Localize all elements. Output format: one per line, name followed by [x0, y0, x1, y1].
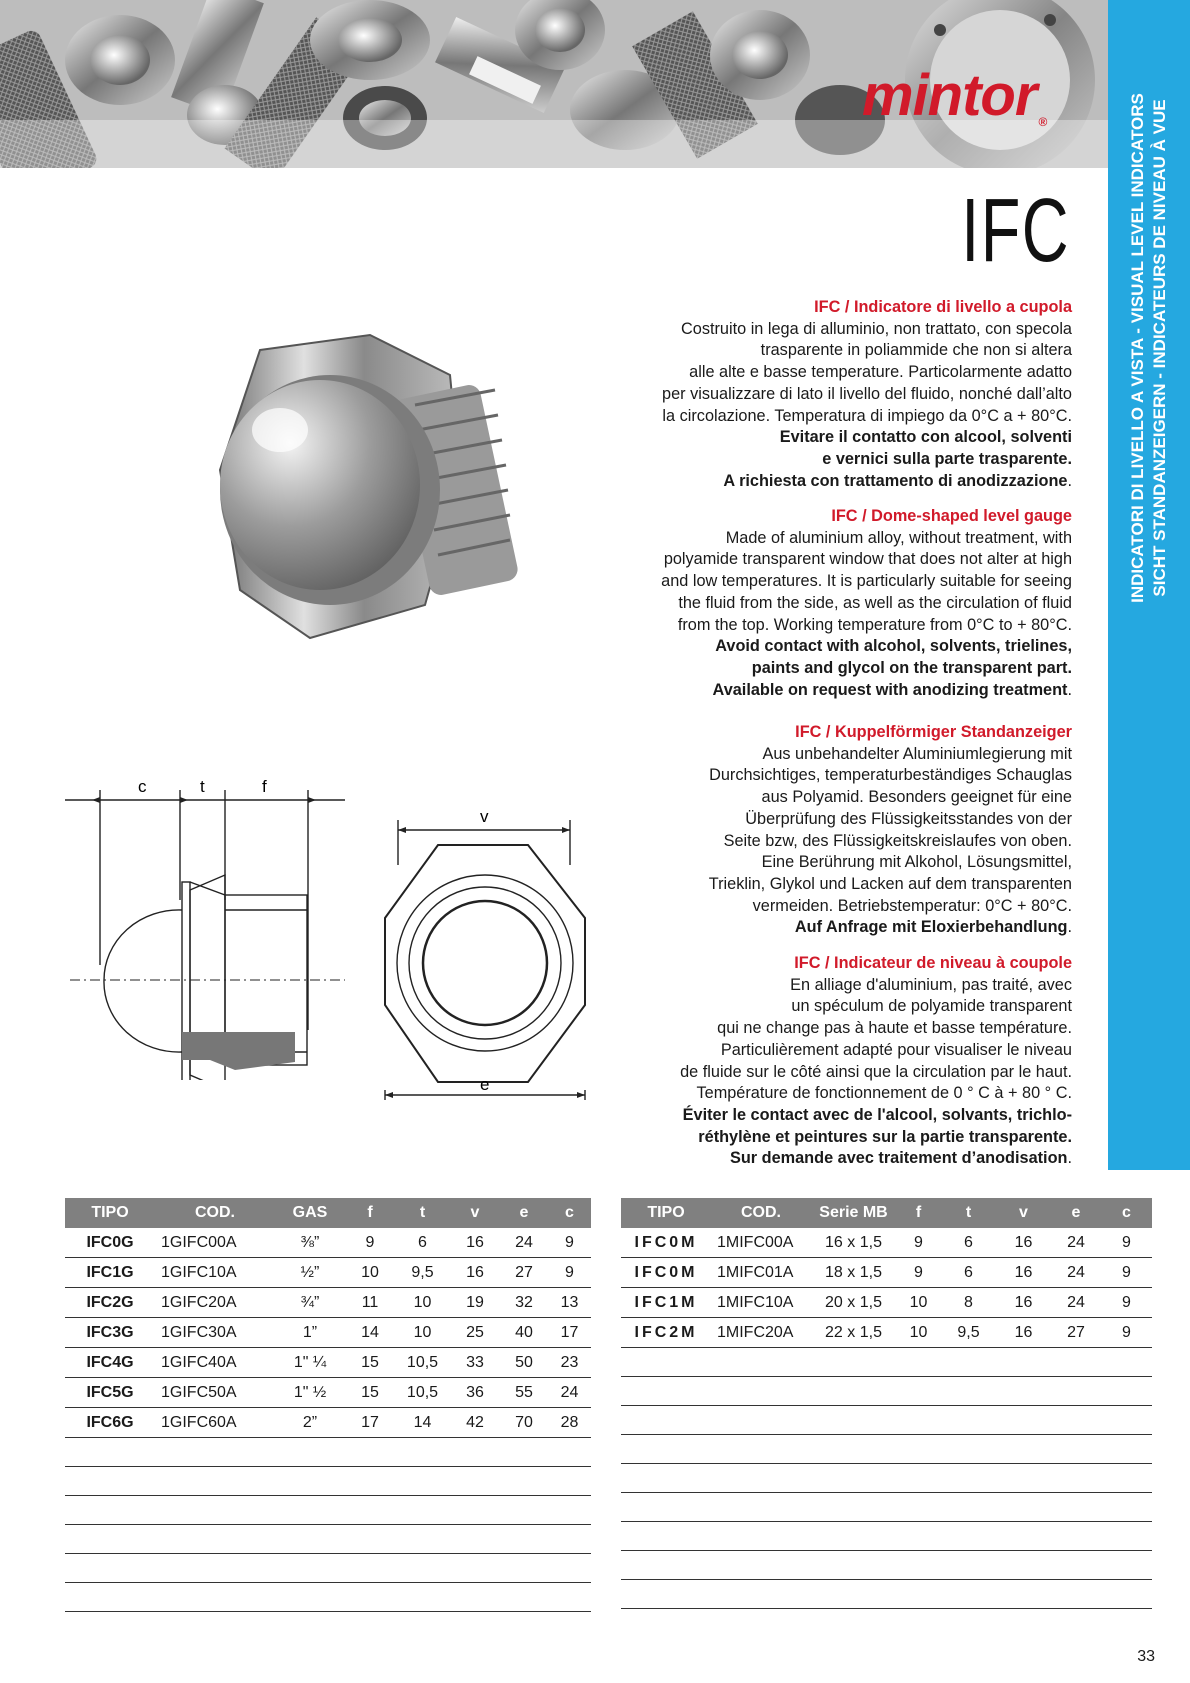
description-line: trasparente in poliammide che non si altera [760, 341, 1072, 360]
description-option: Sur demande avec traitement d’anodisation [729, 1149, 1068, 1168]
product-photo [160, 320, 520, 650]
empty-cell [621, 1493, 1152, 1522]
description-line: un spéculum de polyamide transparent [791, 997, 1072, 1016]
table-cell: 9 [896, 1258, 941, 1288]
empty-cell [621, 1348, 1152, 1377]
table-cell: 24 [1051, 1228, 1101, 1258]
table-row [65, 1258, 591, 1288]
table-cell: 1” [275, 1318, 345, 1348]
description-option: Auf Anfrage mit Eloxierbehandlung [794, 918, 1068, 937]
table-cell: 10 [896, 1288, 941, 1318]
table-cell: 33 [450, 1348, 500, 1378]
brand-logo: mintor ® [862, 63, 1047, 129]
table-cell: 8 [941, 1288, 996, 1318]
column-header: COD. [155, 1198, 275, 1228]
table-cell: 16 [450, 1228, 500, 1258]
product-code-title: IFC [961, 181, 1070, 281]
cell-code: 1GIFC30A [155, 1318, 275, 1348]
cell-tipo: IFC4G [65, 1348, 155, 1378]
column-header: Serie MB [811, 1198, 896, 1228]
cell-tipo: IFC0M [621, 1228, 711, 1258]
table-row [621, 1288, 1152, 1318]
table-cell: 24 [1051, 1288, 1101, 1318]
empty-cell [65, 1438, 591, 1467]
empty-table-row [621, 1464, 1152, 1493]
category-title-line1: INDICATORI DI LIVELLO A VISTA - VISUAL LEVEL INDICATORS [1128, 93, 1147, 603]
description-line: alle alte e basse temperature. Particolarmente adatto [689, 363, 1072, 382]
table-cell: 27 [1051, 1318, 1101, 1348]
description-english [552, 506, 1072, 701]
cell-tipo: IFC2M [621, 1318, 711, 1348]
cell-code: 1GIFC20A [155, 1288, 275, 1318]
empty-cell [621, 1377, 1152, 1406]
empty-cell [65, 1525, 591, 1554]
column-header: COD. [711, 1198, 811, 1228]
dim-label-t: t [200, 777, 205, 796]
column-header: TIPO [621, 1198, 711, 1228]
table-cell: 10,5 [395, 1348, 450, 1378]
table-cell: 28 [548, 1408, 591, 1438]
description-line: Particulièrement adapté pour visualiser le niveau [720, 1040, 1072, 1059]
column-header: t [395, 1198, 450, 1228]
table-cell: 9 [548, 1228, 591, 1258]
description-line: the fluid from the side, as well as the circulation of fluid [678, 593, 1072, 612]
table-cell: 18 x 1,5 [811, 1258, 896, 1288]
table-header-row [65, 1198, 591, 1228]
description-line: polyamide transparent window that does not alter at high [663, 550, 1072, 569]
punctuation: . [1067, 471, 1072, 490]
table-row [65, 1378, 591, 1408]
table-cell: 32 [500, 1288, 548, 1318]
table-cell: 13 [548, 1288, 591, 1318]
punctuation: . [1067, 680, 1072, 699]
description-option: Available on request with anodizing treatment [712, 680, 1068, 699]
description-line: from the top. Working temperature from 0°C to + 80°C. [677, 615, 1072, 634]
table-cell: 16 [996, 1288, 1051, 1318]
description-line: Trieklin, Glykol und Lacken auf dem transparenten [708, 874, 1072, 893]
table-cell: 17 [345, 1408, 395, 1438]
table-cell: 14 [345, 1318, 395, 1348]
description-line: Costruito in lega di alluminio, non trattato, con specola [681, 319, 1072, 338]
table-cell: 22 x 1,5 [811, 1318, 896, 1348]
table-cell: 40 [500, 1318, 548, 1348]
cell-tipo: IFC0G [65, 1228, 155, 1258]
column-header: c [1101, 1198, 1152, 1228]
table-cell: 10 [896, 1318, 941, 1348]
description-line: per visualizzare di lato il livello del fluido, nonché dall’alto [662, 384, 1072, 403]
header-banner [0, 0, 1108, 168]
description-line: Aus unbehandelter Aluminiumlegierung mit [762, 744, 1072, 763]
cell-tipo: IFC1M [621, 1288, 711, 1318]
cell-code: 1GIFC00A [155, 1228, 275, 1258]
dim-label-f: f [262, 777, 267, 796]
cell-tipo: IFC5G [65, 1378, 155, 1408]
column-header: f [896, 1198, 941, 1228]
table-row [621, 1228, 1152, 1258]
description-line: and low temperatures. It is particularly suitable for seeing [661, 572, 1072, 591]
description-heading: IFC / Indicateur de niveau à coupole [794, 954, 1072, 972]
page-number: 33 [1137, 1648, 1155, 1665]
description-line: qui ne change pas à haute et basse température. [717, 1019, 1072, 1038]
gas-thread-table [65, 1198, 591, 1612]
dim-label-e: e [480, 1075, 490, 1094]
table-row [65, 1228, 591, 1258]
column-header: v [996, 1198, 1051, 1228]
column-header: GAS [275, 1198, 345, 1228]
table-cell: 16 [996, 1318, 1051, 1348]
description-warning: réthylène et peintures sur la partie transparente. [698, 1127, 1072, 1146]
table-header-row [621, 1198, 1152, 1228]
table-cell: 9 [1101, 1258, 1152, 1288]
cell-code: 1GIFC60A [155, 1408, 275, 1438]
column-header: v [450, 1198, 500, 1228]
cell-code: 1MIFC00A [711, 1228, 811, 1258]
description-heading: IFC / Dome-shaped level gauge [831, 507, 1072, 525]
table-cell: 36 [450, 1378, 500, 1408]
side-view-drawing [60, 770, 350, 1080]
column-header: f [345, 1198, 395, 1228]
description-line: la circolazione. Temperatura di impiego da 0°C a + 80°C. [662, 406, 1072, 425]
description-heading: IFC / Kuppelförmiger Standanzeiger [795, 723, 1072, 741]
empty-cell [621, 1522, 1152, 1551]
table-cell: 24 [1051, 1258, 1101, 1288]
column-header: e [500, 1198, 548, 1228]
metric-thread-table [621, 1198, 1152, 1609]
table-row [65, 1348, 591, 1378]
cell-tipo: IFC6G [65, 1408, 155, 1438]
table-cell: 9 [548, 1258, 591, 1288]
empty-table-row [621, 1348, 1152, 1377]
empty-table-row [65, 1554, 591, 1583]
empty-cell [65, 1583, 591, 1612]
empty-cell [65, 1467, 591, 1496]
table-cell: 20 x 1,5 [811, 1288, 896, 1318]
table-cell: 9 [1101, 1318, 1152, 1348]
table-cell: 9,5 [941, 1318, 996, 1348]
table-cell: 2” [275, 1408, 345, 1438]
description-line: aus Polyamid. Besonders geeignet für eine [761, 788, 1072, 807]
description-warning: Avoid contact with alcohol, solvents, trielines, [715, 637, 1072, 656]
table-cell: 24 [548, 1378, 591, 1408]
table-cell: 6 [941, 1258, 996, 1288]
table-cell: 1" ½ [275, 1378, 345, 1408]
empty-cell [621, 1406, 1152, 1435]
empty-cell [65, 1496, 591, 1525]
empty-table-row [65, 1583, 591, 1612]
table-cell: 14 [395, 1408, 450, 1438]
table-row [65, 1318, 591, 1348]
table-cell: ½” [275, 1258, 345, 1288]
cell-tipo: IFC1G [65, 1258, 155, 1288]
description-line: Température de fonctionnement de 0 ° C à + 80 ° C. [696, 1084, 1072, 1103]
dim-label-v: v [480, 807, 489, 826]
empty-table-row [621, 1580, 1152, 1609]
empty-table-row [65, 1467, 591, 1496]
table-cell: 10 [395, 1318, 450, 1348]
column-header: e [1051, 1198, 1101, 1228]
description-italian [552, 297, 1072, 492]
punctuation: . [1067, 1149, 1072, 1168]
cell-code: 1GIFC40A [155, 1348, 275, 1378]
table-cell: 15 [345, 1378, 395, 1408]
description-warning: e vernici sulla parte trasparente. [822, 449, 1072, 468]
table-cell: 70 [500, 1408, 548, 1438]
empty-cell [621, 1580, 1152, 1609]
table-cell: 15 [345, 1348, 395, 1378]
table-cell: ¾” [275, 1288, 345, 1318]
cell-code: 1GIFC50A [155, 1378, 275, 1408]
description-warning: Evitare il contatto con alcool, solventi [779, 428, 1072, 447]
table-cell: 24 [500, 1228, 548, 1258]
table-row [621, 1318, 1152, 1348]
cell-tipo: IFC0M [621, 1258, 711, 1288]
table-cell: 6 [941, 1228, 996, 1258]
table-cell: 25 [450, 1318, 500, 1348]
description-line: Eine Berührung mit Alkohol, Lösungsmittel, [761, 853, 1072, 872]
description-line: vermeiden. Betriebstemperatur: 0°C + 80°C. [752, 896, 1072, 915]
table-cell: 17 [548, 1318, 591, 1348]
table-cell: 50 [500, 1348, 548, 1378]
table-cell: 19 [450, 1288, 500, 1318]
description-warning: Éviter le contact avec de l'alcool, solvants, trichlo- [682, 1105, 1072, 1124]
table-cell: 55 [500, 1378, 548, 1408]
empty-cell [65, 1554, 591, 1583]
table-row [65, 1408, 591, 1438]
description-heading: IFC / Indicatore di livello a cupola [814, 298, 1072, 316]
empty-table-row [65, 1438, 591, 1467]
table-row [65, 1288, 591, 1318]
table-cell: 16 [996, 1228, 1051, 1258]
table-cell: 16 [450, 1258, 500, 1288]
table-cell: 9 [1101, 1228, 1152, 1258]
table-cell: 10 [345, 1258, 395, 1288]
description-line: de fluide sur le côté ainsi que la circulation par le haut. [680, 1062, 1072, 1081]
empty-table-row [65, 1496, 591, 1525]
description-line: Made of aluminium alloy, without treatment, with [725, 528, 1072, 547]
table-cell: 16 [996, 1258, 1051, 1288]
description-line: Überprüfung des Flüssigkeitsstandes von der [745, 809, 1072, 828]
empty-table-row [621, 1406, 1152, 1435]
table-cell: 9 [345, 1228, 395, 1258]
punctuation: . [1067, 918, 1072, 937]
empty-table-row [621, 1551, 1152, 1580]
column-header: c [548, 1198, 591, 1228]
description-line: En alliage d'aluminium, pas traité, avec [790, 975, 1072, 994]
description-option: A richiesta con trattamento di anodizzazione [723, 471, 1068, 490]
table-row [621, 1258, 1152, 1288]
column-header: t [941, 1198, 996, 1228]
empty-table-row [621, 1493, 1152, 1522]
table-cell: 6 [395, 1228, 450, 1258]
cell-code: 1GIFC10A [155, 1258, 275, 1288]
category-sidebar-text [1110, 48, 1188, 648]
table-cell: 11 [345, 1288, 395, 1318]
cell-code: 1MIFC20A [711, 1318, 811, 1348]
cell-code: 1MIFC10A [711, 1288, 811, 1318]
category-title-line2: SICHT STANDANZEIGERN - INDICATEURS DE NIVEAU À VUE [1150, 99, 1169, 597]
description-warning: paints and glycol on the transparent part. [751, 658, 1072, 677]
table-cell: 10 [395, 1288, 450, 1318]
table-cell: 16 x 1,5 [811, 1228, 896, 1258]
empty-table-row [621, 1377, 1152, 1406]
empty-cell [621, 1464, 1152, 1493]
description-french [552, 953, 1072, 1170]
empty-table-row [65, 1525, 591, 1554]
table-cell: 9 [896, 1228, 941, 1258]
empty-table-row [621, 1522, 1152, 1551]
cell-tipo: IFC2G [65, 1288, 155, 1318]
cell-tipo: IFC3G [65, 1318, 155, 1348]
table-cell: ⅜” [275, 1228, 345, 1258]
table-cell: 9,5 [395, 1258, 450, 1288]
dim-label-c: c [138, 777, 147, 796]
empty-cell [621, 1551, 1152, 1580]
table-cell: 23 [548, 1348, 591, 1378]
description-german [552, 722, 1072, 939]
table-cell: 1" ¼ [275, 1348, 345, 1378]
table-cell: 42 [450, 1408, 500, 1438]
table-cell: 27 [500, 1258, 548, 1288]
table-cell: 9 [1101, 1288, 1152, 1318]
cell-code: 1MIFC01A [711, 1258, 811, 1288]
empty-table-row [621, 1435, 1152, 1464]
description-line: Seite bzw, des Flüssigkeitskreislaufes von oben. [723, 831, 1072, 850]
column-header: TIPO [65, 1198, 155, 1228]
empty-cell [621, 1435, 1152, 1464]
description-line: Durchsichtiges, temperaturbeständiges Schauglas [709, 766, 1072, 785]
table-cell: 10,5 [395, 1378, 450, 1408]
